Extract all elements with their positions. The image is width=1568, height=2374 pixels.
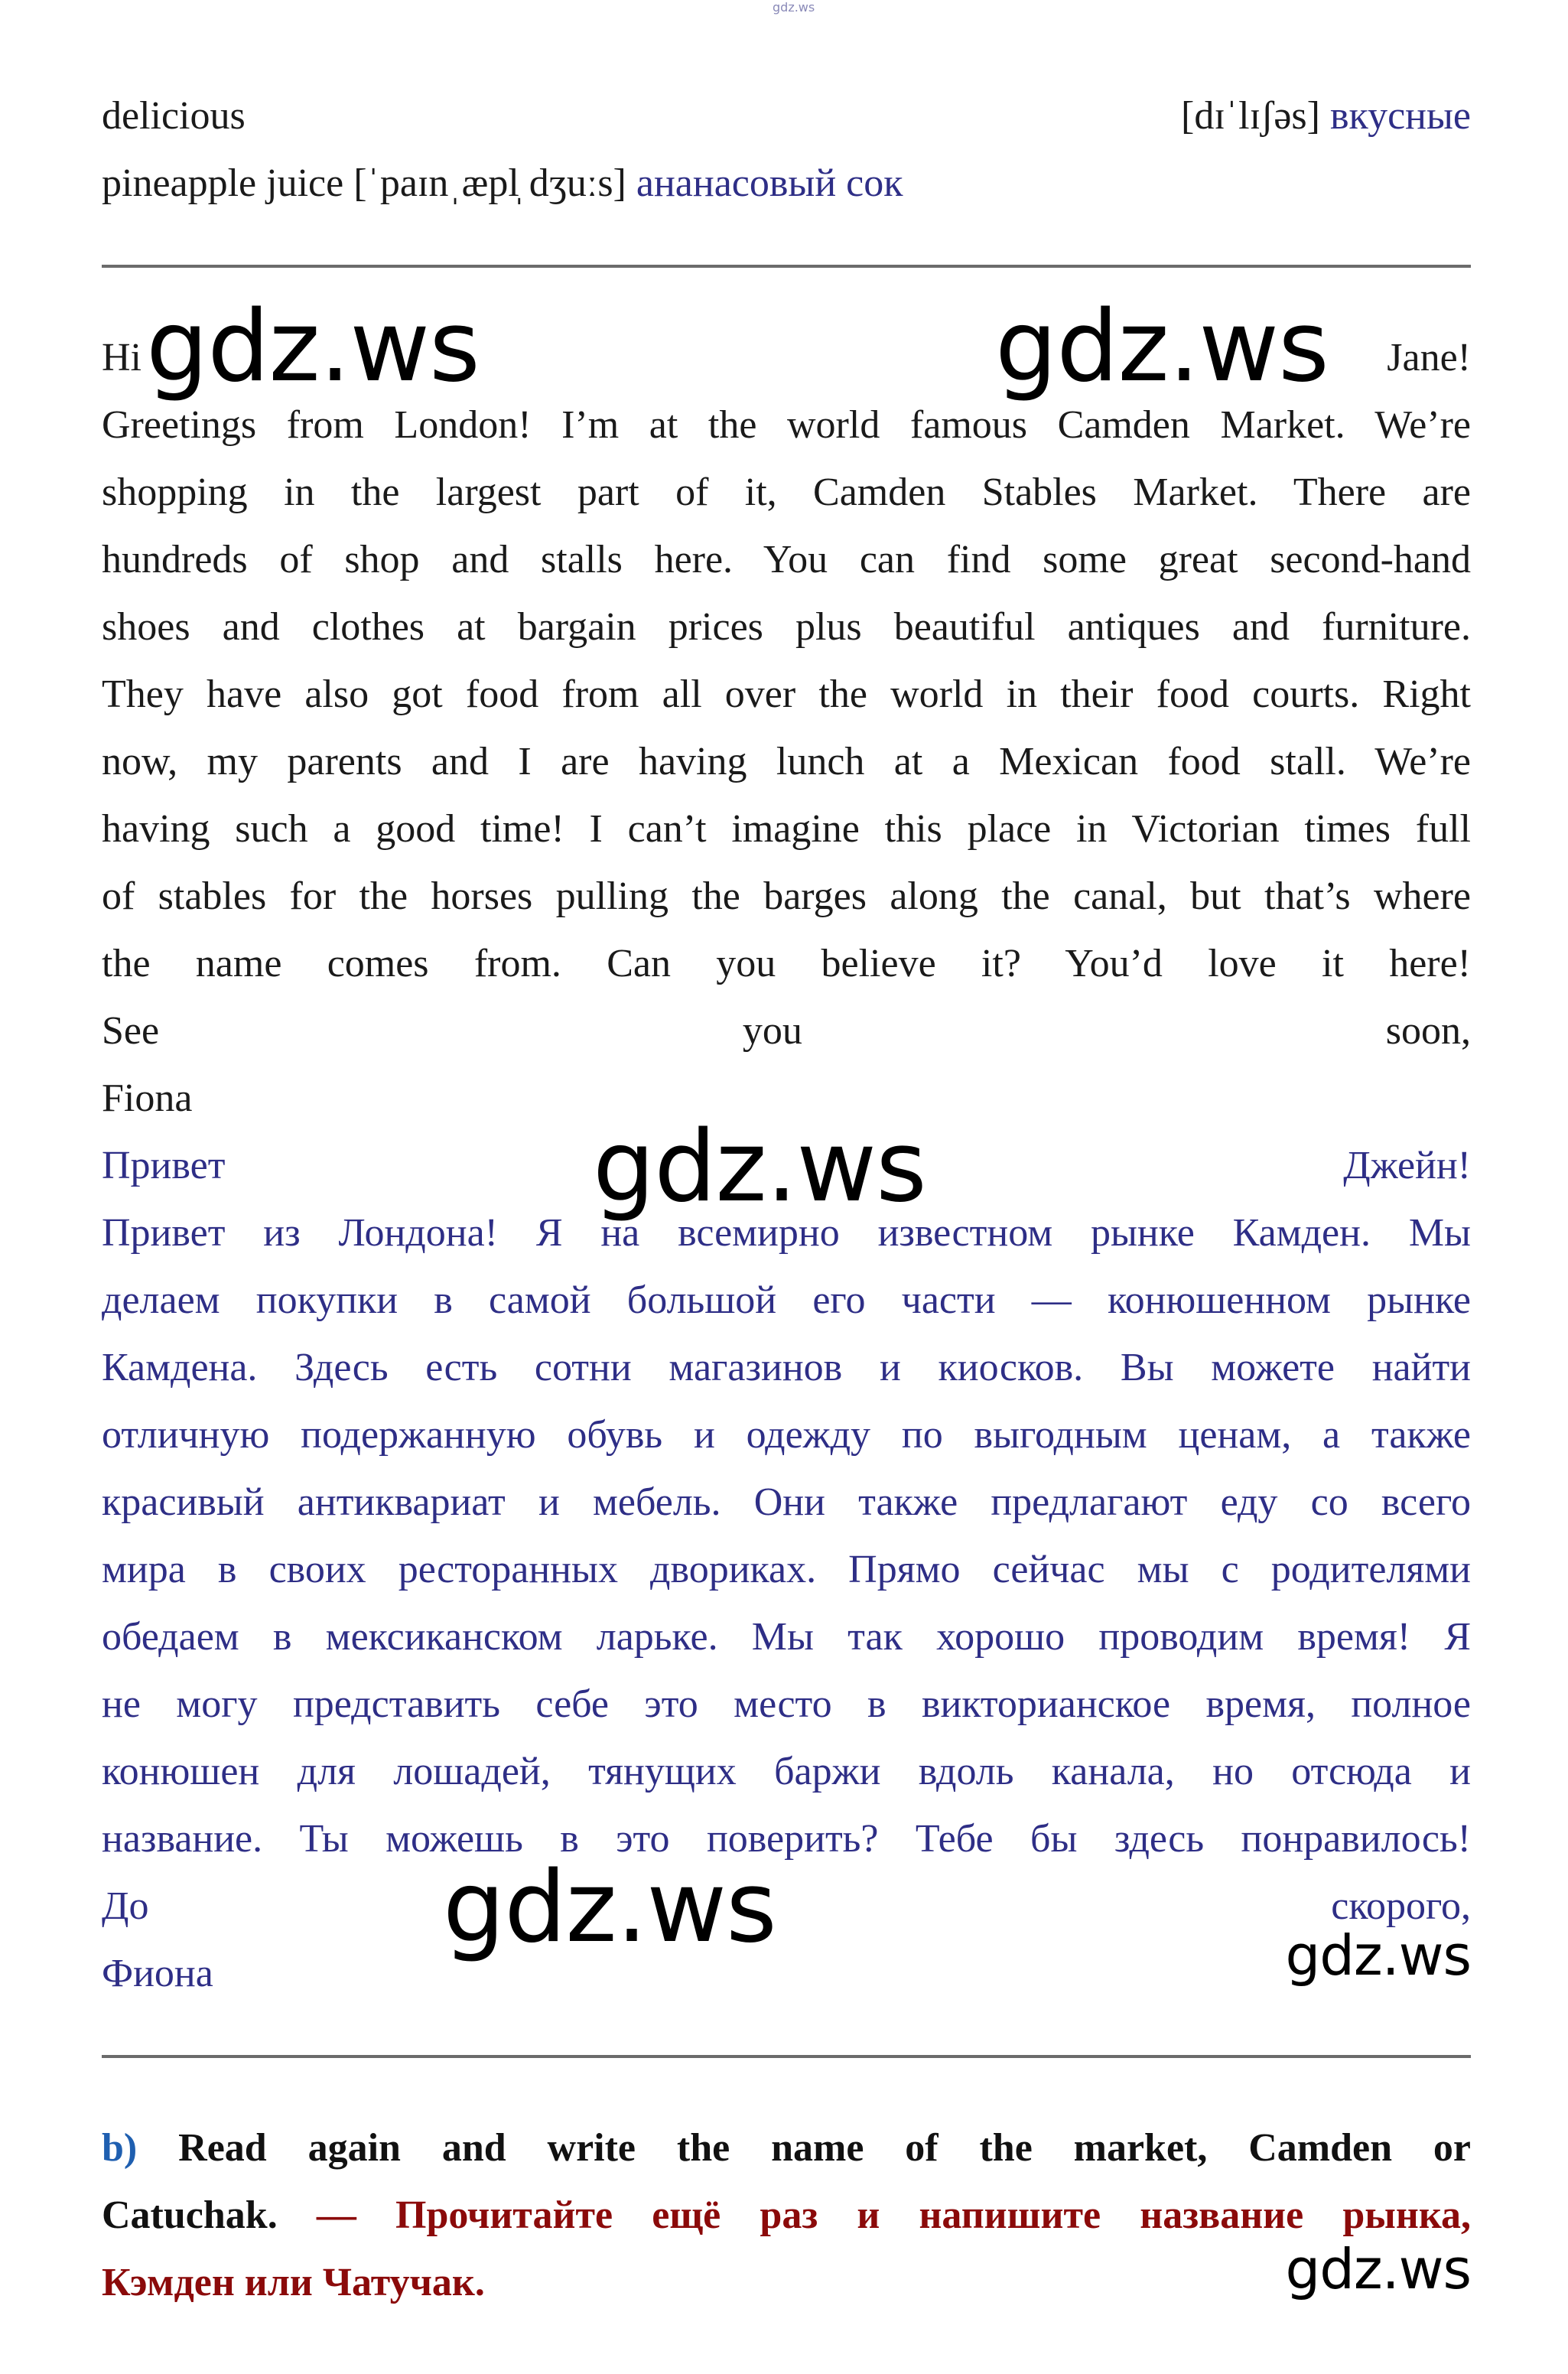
task-text-en: Read again and write the name of the market, Camden or	[178, 2126, 1472, 2170]
letter-line: of stables for the horses pulling the barges along the canal, but that’s where	[102, 874, 1471, 918]
letter-line: They have also got food from all over the world in their food courts. Right	[102, 672, 1471, 716]
vocab-word: delicious	[102, 94, 246, 138]
task-text-en-2: Catuchak.	[102, 2193, 278, 2237]
greeting-hi: Hi	[102, 336, 142, 379]
divider	[102, 2055, 1471, 2058]
vocab-row	[102, 83, 1471, 150]
letter-line: Greetings from London! I’m at the world famous Camden Market. We’re	[102, 403, 1471, 447]
translation-closing	[102, 1873, 1471, 1940]
watermark: gdz.ws	[1285, 1923, 1471, 1988]
vocab-row	[102, 150, 1471, 217]
task-text-ru: — Прочитайте ещё раз и напишите название рынка,	[277, 2193, 1471, 2237]
translation-line: отличную подержанную обувь и одежду по выгодным ценам, а также	[102, 1413, 1471, 1457]
greeting-name: Jane!	[1387, 336, 1471, 379]
task-letter: b)	[102, 2126, 138, 2170]
divider	[102, 265, 1471, 268]
letter-line: shoes and clothes at bargain prices plus beautiful antiques and furniture.	[102, 605, 1471, 649]
translation-line: название. Ты можешь в это поверить? Тебе бы здесь понравилось!	[102, 1817, 1471, 1861]
translation-line: делаем покупки в самой большой его части — конюшенном рынке	[102, 1278, 1471, 1322]
task-line	[102, 2115, 1471, 2182]
vocab-translation: ананасовый сок	[636, 161, 903, 205]
letter-line: hundreds of shop and stalls here. You can find some great second-hand	[102, 538, 1471, 581]
translation-line: красивый антиквариат и мебель. Они также предлагают еду со всего	[102, 1480, 1471, 1524]
closing-do: До	[102, 1884, 149, 1928]
vocab-word: pineapple juice [ˈpaɪnˌæpl̩ dʒuːs]	[102, 161, 626, 205]
letter-line: having such a good time! I can’t imagine this place in Victorian times full	[102, 807, 1471, 851]
translation-line: конюшен для лошадей, тянущих баржи вдоль канала, но отсюда и	[102, 1750, 1471, 1793]
task-text-ru-2: Кэмден или Чатучак.	[102, 2261, 485, 2304]
task-line	[102, 2249, 1471, 2317]
letter-line: now, my parents and I are having lunch at a Mexican food stall. We’re	[102, 740, 1471, 783]
vocab-translation: [dɪˈlɪʃəs] вкусные	[1181, 94, 1471, 138]
header-watermark: gdz.ws	[773, 0, 815, 15]
watermark: gdz.ws	[146, 290, 480, 404]
watermark: gdz.ws	[443, 1851, 776, 1965]
translation-line: не могу представить себе это место в викторианское время, полное	[102, 1682, 1471, 1726]
closing-skorogo: скорого,	[1331, 1884, 1471, 1928]
letter-line: shopping in the largest part of it, Camden Stables Market. There are	[102, 471, 1471, 514]
translation-line: обедаем в мексиканском ларьке. Мы так хорошо проводим время! Я	[102, 1615, 1471, 1659]
translation-line: Привет из Лондона! Я на всемирно известном рынке Камден. Мы	[102, 1211, 1471, 1255]
letter-line: the name comes from. Can you believe it? You’d love it here!	[102, 942, 1471, 985]
translation-line: мира в своих ресторанных двориках. Прямо сейчас мы с родителями	[102, 1548, 1471, 1591]
document-page	[102, 0, 1471, 2374]
watermark: gdz.ws	[593, 1110, 926, 1224]
translation-signature: Фиона	[102, 1952, 213, 1995]
task-line	[102, 2182, 1471, 2249]
letter-line: See you soon,	[102, 1009, 1471, 1053]
translation-line: Камдена. Здесь есть сотни магазинов и киосков. Вы можете найти	[102, 1346, 1471, 1389]
watermark: gdz.ws	[1285, 2237, 1471, 2301]
greeting-name-ru: Джейн!	[1343, 1144, 1471, 1187]
greeting-privet: Привет	[102, 1144, 226, 1187]
letter-signature: Fiona	[102, 1076, 193, 1120]
watermark: gdz.ws	[995, 290, 1329, 404]
